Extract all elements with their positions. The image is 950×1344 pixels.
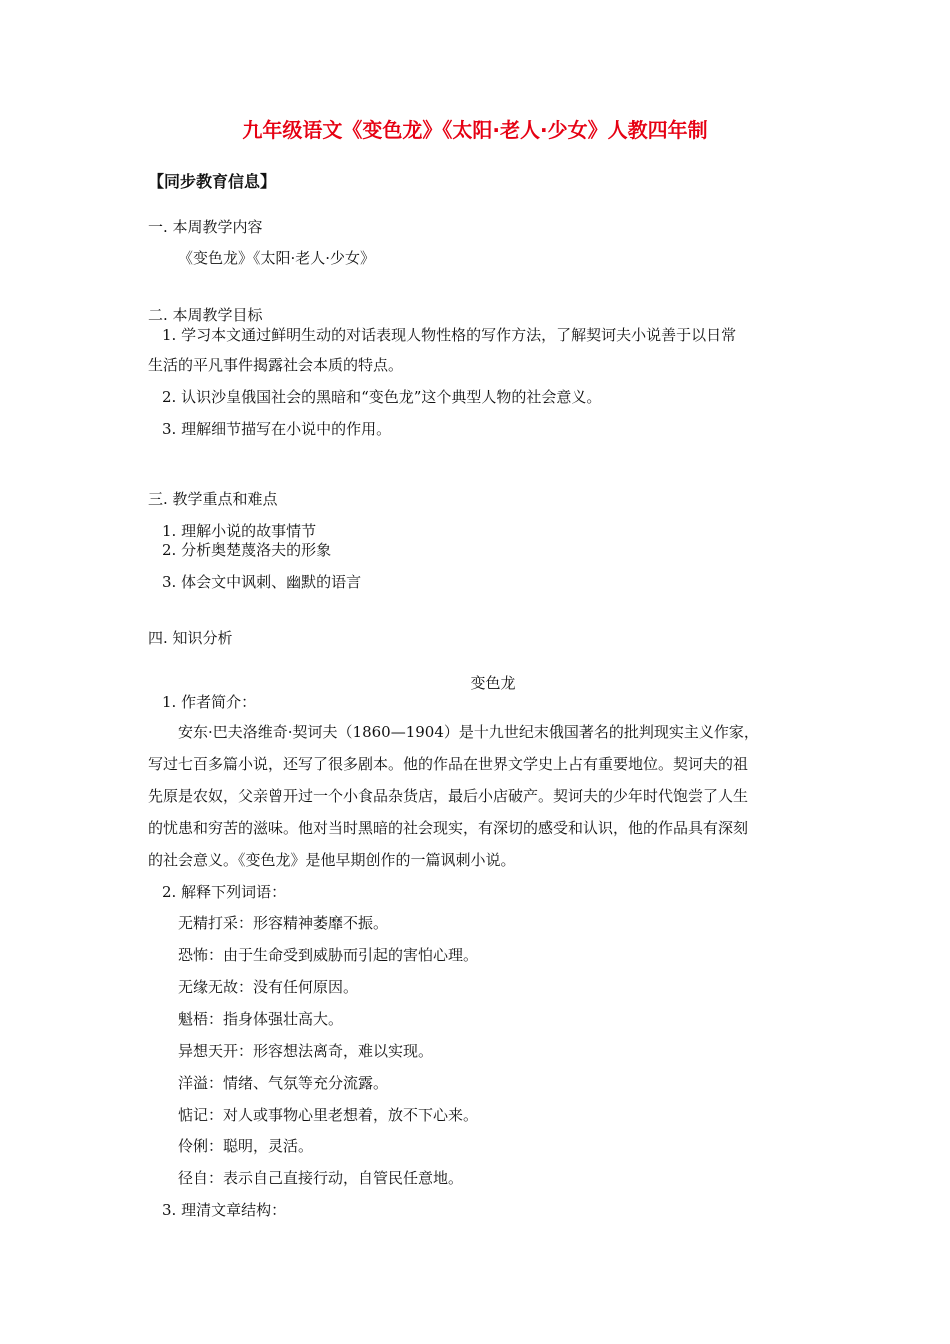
s1-heading: 一. 本周教学内容 [148,218,263,236]
s3-item2: 2. 分析奥楚蔑洛夫的形象 [162,541,332,559]
word-item: 魁梧：指身体强壮高大。 [178,1010,344,1028]
s4-p1-heading: 1. 作者简介： [162,693,257,711]
s4-subtitle: 变色龙 [470,674,516,692]
word-item: 无缘无故：没有任何原因。 [178,978,359,996]
word-item: 恐怖：由于生命受到威胁而引起的害怕心理。 [178,946,479,964]
s2-item3: 3. 理解细节描写在小说中的作用。 [162,420,392,438]
s2-item1-line1: 1. 学习本文通过鲜明生动的对话表现人物性格的写作方法，了解契诃夫小说善于以日常 [162,326,737,344]
s4-heading: 四. 知识分析 [148,629,233,647]
word-item: 洋溢：情绪、气氛等充分流露。 [178,1074,389,1092]
s2-item2: 2. 认识沙皇俄国社会的黑暗和“变色龙”这个典型人物的社会意义。 [162,388,602,406]
s4-p3-heading: 3. 理清文章结构： [162,1201,287,1219]
word-item: 伶俐：聪明，灵活。 [178,1137,314,1155]
word-item: 惦记：对人或事物心里老想着，放不下心来。 [178,1106,479,1124]
s4-p1-line1: 安东·巴夫洛维奇·契诃夫（1860—1904）是十九世纪末俄国著名的批判现实主义作家， [178,723,759,741]
s3-item3: 3. 体会文中讽刺、幽默的语言 [162,573,362,591]
word-item: 径自：表示自己直接行动，自管民任意地。 [178,1169,464,1187]
s3-item1: 1. 理解小说的故事情节 [162,522,317,540]
s2-item1-line2: 生活的平凡事件揭露社会本质的特点。 [148,356,404,374]
document-title: 九年级语文《变色龙》《太阳·老人·少女》人教四年制 [242,118,708,142]
word-item: 异想天开：形容想法离奇，难以实现。 [178,1042,434,1060]
s1-body: 《变色龙》《太阳·老人·少女》 [178,249,376,267]
word-item: 无精打采：形容精神萎靡不振。 [178,914,389,932]
s3-heading: 三. 教学重点和难点 [148,490,278,508]
section-heading: 【同步教育信息】 [148,172,277,191]
s2-heading: 二. 本周教学目标 [148,306,263,324]
s4-p1-line3: 先原是农奴，父亲曾开过一个小食品杂货店，最后小店破产。契诃夫的少年时代饱尝了人生 [148,787,749,805]
s4-p1-line5: 的社会意义。《变色龙》是他早期创作的一篇讽刺小说。 [148,851,516,869]
s4-p1-line2: 写过七百多篇小说，还写了很多剧本。他的作品在世界文学史上占有重要地位。契诃夫的祖 [148,755,749,773]
s4-p2-heading: 2. 解释下列词语： [162,883,287,901]
s4-p1-line4: 的忧患和穷苦的滋味。他对当时黑暗的社会现实，有深切的感受和认识，他的作品具有深刻 [148,819,749,837]
